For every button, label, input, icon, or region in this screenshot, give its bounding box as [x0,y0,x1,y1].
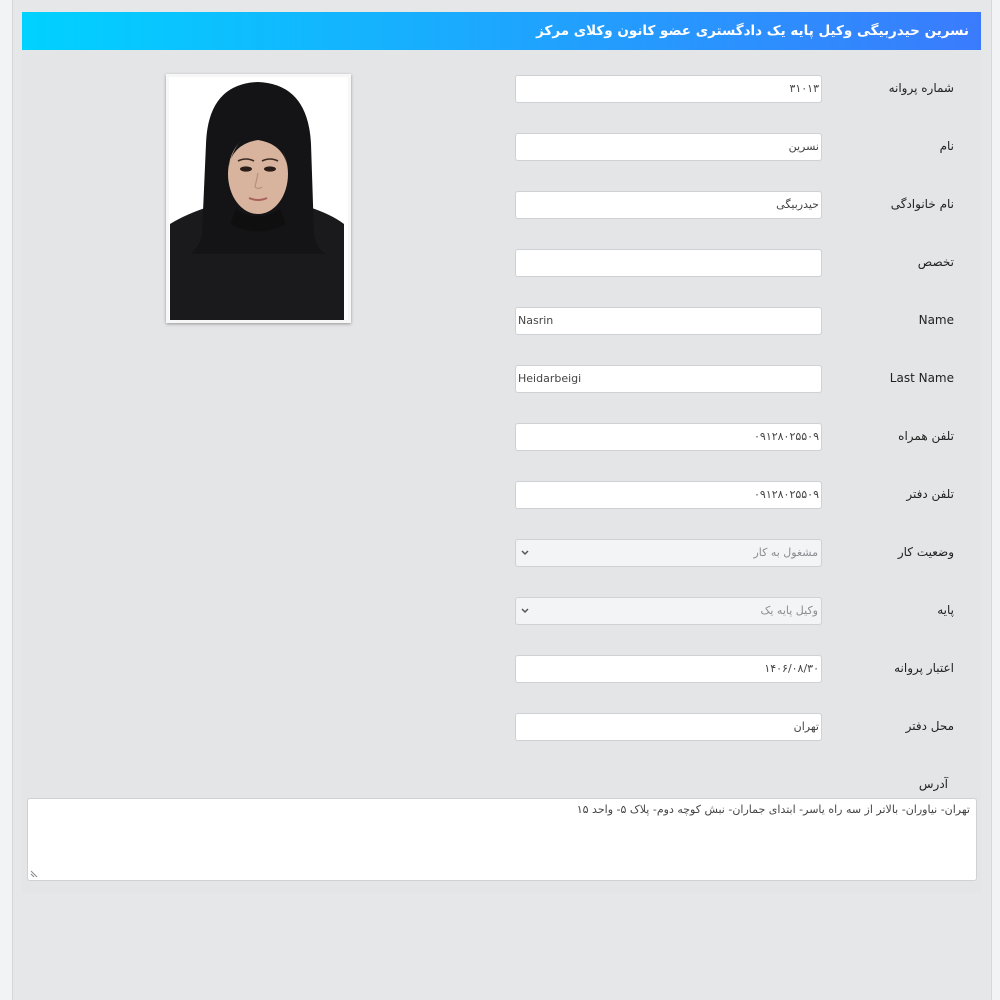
office-phone-label: تلفن دفتر [906,487,954,501]
office-phone-field[interactable]: ۰۹۱۲۸۰۲۵۵۰۹ [515,481,822,509]
chevron-down-icon [520,598,530,624]
first-name-en-field[interactable]: Nasrin [515,307,822,335]
address-value: تهران- نیاوران- بالاتر از سه راه یاسر- ابتدای جماران- نبش کوچه دوم- پلاک ۵- واحد ۱۵ [576,803,970,816]
profile-photo [166,74,351,323]
license-validity-label: اعتبار پروانه [894,661,954,675]
work-status-select[interactable] [515,539,822,567]
grade-value: وکیل پایه یک [760,604,818,617]
last-name-fa-field[interactable]: حیدربیگی [515,191,822,219]
grade-label: پایه [937,603,954,617]
license-number-field[interactable]: ۳۱۰۱۳ [515,75,822,103]
grade-select[interactable] [515,597,822,625]
last-name-en-field[interactable]: Heidarbeigi [515,365,822,393]
work-status-label: وضعیت کار [897,545,954,559]
last-name-fa-label: نام خانوادگی [890,197,954,211]
address-textarea[interactable] [27,798,977,881]
resize-handle-icon[interactable] [30,870,38,878]
specialty-label: تخصص [917,255,954,269]
first-name-fa-label: نام [939,139,954,153]
portrait-image [166,74,351,323]
first-name-en-label: Name [918,313,954,327]
mobile-phone-label: تلفن همراه [898,429,954,443]
profile-card [22,50,981,893]
last-name-en-label: Last Name [889,371,954,385]
specialty-field[interactable] [515,249,822,277]
mobile-phone-field[interactable]: ۰۹۱۲۸۰۲۵۵۰۹ [515,423,822,451]
page-title: نسرین حیدربیگی وکیل پایه یک دادگستری عضو کانون وکلای مرکز [22,12,981,50]
chevron-down-icon [520,540,530,566]
license-validity-field[interactable]: ۱۴۰۶/۰۸/۳۰ [515,655,822,683]
office-location-field[interactable]: تهران [515,713,822,741]
office-location-label: محل دفتر [905,719,954,733]
license-number-label: شماره پروانه [888,81,954,95]
work-status-value: مشغول به کار [753,546,818,559]
first-name-fa-field[interactable]: نسرین [515,133,822,161]
address-label: آدرس [918,777,948,791]
